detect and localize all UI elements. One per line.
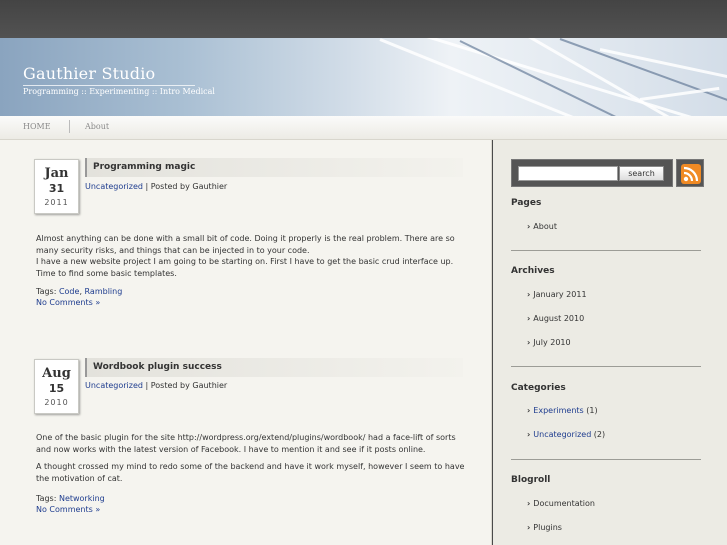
widget-divider: [511, 366, 701, 367]
header-decoration: [519, 38, 727, 116]
post-meta: [85, 182, 227, 191]
date-day: 31: [48, 182, 65, 195]
category-count: (1): [583, 406, 598, 415]
date-year: 2010: [44, 398, 69, 407]
header-decoration: [420, 38, 727, 116]
blogroll-link[interactable]: › Documentation: [527, 499, 595, 508]
archive-link[interactable]: › January 2011: [527, 290, 587, 299]
blogroll-link[interactable]: › Plugins: [527, 523, 562, 532]
tagline-rule: [23, 85, 195, 86]
tag-link[interactable]: Rambling: [84, 287, 123, 296]
category-link[interactable]: Uncategorized: [533, 430, 592, 439]
date-day: 15: [48, 382, 65, 395]
site-tagline: Programming :: Experimenting :: Intro Medical: [23, 87, 215, 96]
tags-label: Tags:: [36, 287, 59, 296]
post-tags: [36, 494, 105, 503]
widget-title-blogroll: Blogroll: [511, 475, 551, 485]
post-tags: Tags: Code, Rambling: [36, 287, 123, 296]
category-link[interactable]: Experiments: [533, 406, 584, 415]
widget-title-archives: Archives: [511, 266, 555, 276]
date-month: Jan: [44, 166, 69, 181]
tags-label: Tags:: [36, 494, 59, 503]
search-button[interactable]: search: [619, 166, 664, 181]
main-nav: [0, 116, 727, 140]
post-paragraph: I have a new website project I am going to be starting on. First I have to get the basic crud interface up. Time to find some basic templates.: [36, 257, 454, 278]
post-title[interactable]: Wordbook plugin success: [85, 358, 463, 377]
post-paragraph: Almost anything can be done with a small bit of code. Doing it properly is the real problem. There are so many security risks, and things that can be injected in to your code.: [36, 234, 455, 255]
header-decoration: [460, 40, 722, 116]
date-month: Aug: [42, 366, 71, 381]
post-date-badge: [34, 359, 79, 414]
post-title[interactable]: Programming magic: [85, 158, 463, 177]
archive-link[interactable]: › August 2010: [527, 314, 584, 323]
rss-icon: [681, 164, 701, 184]
date-year: 2011: [44, 198, 69, 207]
post-body: [36, 432, 466, 490]
category-item: [527, 406, 598, 415]
widget-title-categories: Categories: [511, 383, 566, 393]
comments-link[interactable]: No Comments »: [36, 298, 101, 307]
post-author: | Posted by Gauthier: [142, 381, 228, 390]
comments-link[interactable]: No Comments »: [36, 505, 101, 514]
tag-link[interactable]: Networking: [58, 494, 105, 503]
category-count: (2): [591, 430, 606, 439]
archive-link[interactable]: › July 2010: [527, 338, 571, 347]
nav-about[interactable]: About: [85, 122, 110, 131]
category-item: [527, 430, 605, 439]
top-bar: [0, 0, 727, 38]
site-title[interactable]: Gauthier Studio: [23, 64, 156, 83]
post-paragraph: One of the basic plugin for the site http://wordpress.org/extend/plugins/wordbook/ had a face-lift of sorts and now works with the latest version of Facebook. I have to mention it and see if it posts online.: [36, 433, 456, 454]
post-author: | Posted by Gauthier: [142, 182, 228, 191]
rss-feed-button[interactable]: [676, 159, 704, 187]
nav-divider: [69, 120, 70, 133]
post-category-link[interactable]: Uncategorized: [85, 182, 143, 191]
tag-link[interactable]: Code: [58, 287, 80, 296]
post-paragraph: A thought crossed my mind to redo some of the backend and have it work myself, however I seem to have the motivation of cat.: [36, 462, 465, 483]
post-date-badge: [34, 159, 79, 214]
site-header: [0, 38, 727, 116]
sidebar-item-about[interactable]: › About: [527, 222, 557, 231]
post-body: [36, 233, 466, 285]
post-category-link[interactable]: Uncategorized: [85, 381, 143, 390]
widget-divider: [511, 459, 701, 460]
widget-title-pages: Pages: [511, 198, 542, 208]
search-box: [511, 159, 673, 187]
post-meta: [85, 381, 227, 390]
widget-divider: [511, 250, 701, 251]
search-input[interactable]: [518, 166, 618, 181]
nav-home[interactable]: HOME: [23, 122, 51, 131]
